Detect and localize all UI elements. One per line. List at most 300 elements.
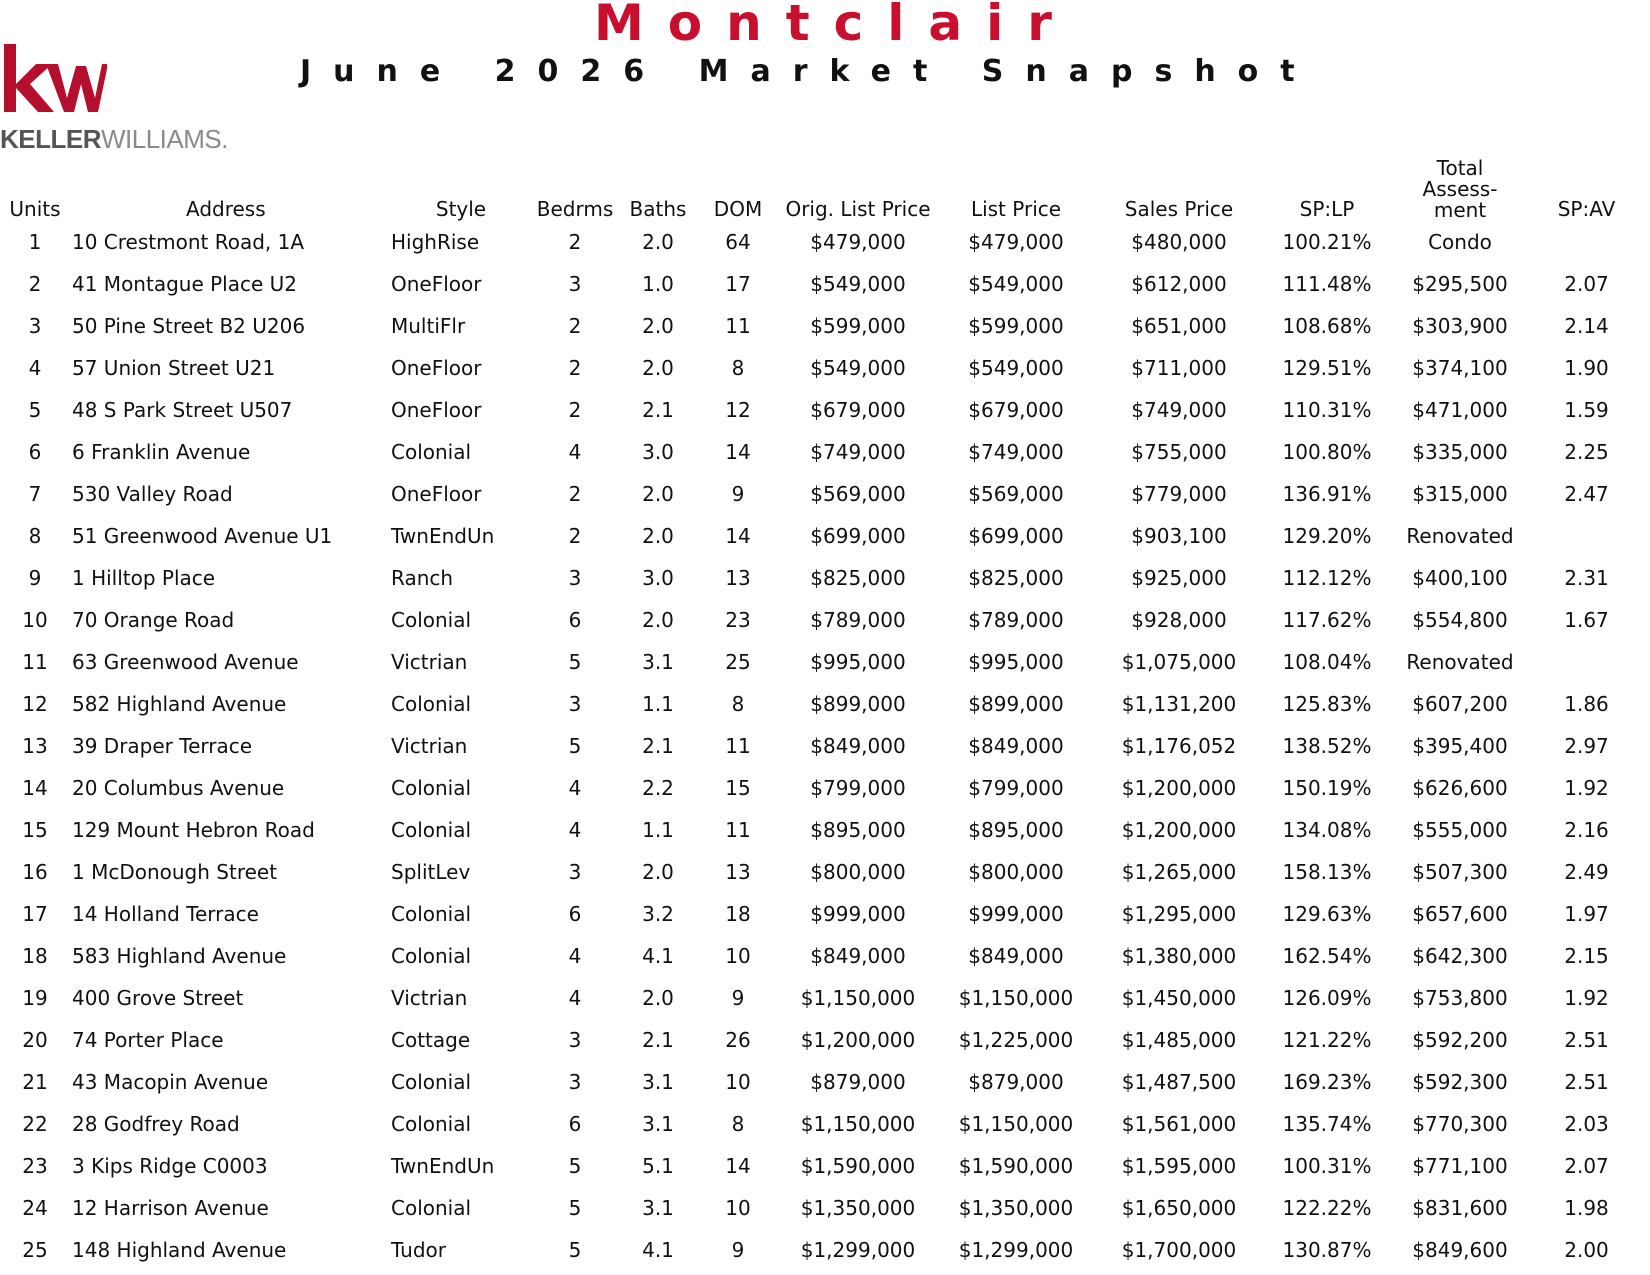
cell-sp-lp: 136.91%: [1282, 482, 1372, 506]
cell-style: HighRise: [391, 230, 480, 254]
cell-sales-price: $1,595,000: [1121, 1154, 1237, 1178]
cell-style: Colonial: [391, 902, 472, 926]
cell-units: 6: [28, 440, 42, 464]
cell-bedrms: 2: [568, 482, 582, 506]
cell-units: 21: [22, 1070, 48, 1094]
cell-dom: 11: [725, 818, 751, 842]
cell-total-assessment: $771,100: [1412, 1154, 1508, 1178]
cell-units: 17: [22, 902, 48, 926]
cell-sales-price: $651,000: [1131, 314, 1227, 338]
cell-list-price: $849,000: [968, 944, 1064, 968]
cell-bedrms: 3: [568, 1028, 582, 1052]
cell-baths: 5.1: [642, 1154, 674, 1178]
cell-list-price: $1,590,000: [958, 1154, 1074, 1178]
cell-units: 10: [22, 608, 48, 632]
cell-dom: 9: [731, 482, 745, 506]
cell-sp-lp: 125.83%: [1282, 692, 1372, 716]
keller-williams-wordmark: [0, 124, 228, 155]
column-header-style: Style: [435, 197, 487, 221]
cell-sales-price: $1,700,000: [1121, 1238, 1237, 1262]
cell-baths: 2.1: [642, 1028, 674, 1052]
cell-style: Colonial: [391, 440, 472, 464]
cell-bedrms: 3: [568, 1070, 582, 1094]
cell-total-assessment: $554,800: [1412, 608, 1508, 632]
cell-bedrms: 6: [568, 902, 582, 926]
cell-bedrms: 6: [568, 1112, 582, 1136]
cell-style: Colonial: [391, 1070, 472, 1094]
cell-list-price: $549,000: [968, 356, 1064, 380]
cell-dom: 9: [731, 1238, 745, 1262]
cell-sp-av: 2.07: [1564, 272, 1609, 296]
cell-bedrms: 2: [568, 356, 582, 380]
cell-bedrms: 3: [568, 272, 582, 296]
cell-units: 25: [22, 1238, 48, 1262]
cell-sp-lp: 169.23%: [1282, 1070, 1372, 1094]
cell-list-price: $800,000: [968, 860, 1064, 884]
cell-bedrms: 4: [568, 440, 582, 464]
cell-baths: 2.0: [642, 482, 674, 506]
cell-orig-list-price: $800,000: [810, 860, 906, 884]
cell-address: 28 Godfrey Road: [72, 1112, 240, 1136]
cell-units: 3: [28, 314, 42, 338]
table-row: [4, 1061, 1644, 1103]
cell-style: OneFloor: [391, 482, 482, 506]
cell-address: 1 McDonough Street: [72, 860, 278, 884]
column-header-dom: DOM: [713, 197, 763, 221]
cell-sp-lp: 122.22%: [1282, 1196, 1372, 1220]
cell-orig-list-price: $479,000: [810, 230, 906, 254]
cell-address: 39 Draper Terrace: [72, 734, 253, 758]
cell-total-assessment: $555,000: [1412, 818, 1508, 842]
wordmark-keller: KELLER: [0, 124, 101, 154]
cell-style: Colonial: [391, 776, 472, 800]
column-header-orig-list-price: Orig. List Price: [785, 197, 931, 221]
cell-orig-list-price: $1,150,000: [800, 1112, 916, 1136]
cell-bedrms: 5: [568, 1238, 582, 1262]
cell-baths: 3.1: [642, 1070, 674, 1094]
cell-address: 400 Grove Street: [72, 986, 244, 1010]
cell-list-price: $599,000: [968, 314, 1064, 338]
cell-sp-lp: 117.62%: [1282, 608, 1372, 632]
cell-units: 16: [22, 860, 48, 884]
cell-baths: 3.0: [642, 566, 674, 590]
cell-style: Victrian: [391, 734, 468, 758]
cell-sales-price: $711,000: [1131, 356, 1227, 380]
cell-dom: 11: [725, 734, 751, 758]
cell-dom: 8: [731, 692, 745, 716]
cell-baths: 2.0: [642, 986, 674, 1010]
kw-logo-mark: [2, 44, 107, 114]
cell-total-assessment: $849,600: [1412, 1238, 1508, 1262]
cell-total-assessment: $295,500: [1412, 272, 1508, 296]
cell-list-price: $895,000: [968, 818, 1064, 842]
cell-dom: 18: [725, 902, 751, 926]
cell-sp-av: 1.59: [1564, 398, 1609, 422]
cell-orig-list-price: $789,000: [810, 608, 906, 632]
cell-style: Victrian: [391, 650, 468, 674]
cell-address: 41 Montague Place U2: [72, 272, 297, 296]
cell-bedrms: 3: [568, 566, 582, 590]
cell-address: 148 Highland Avenue: [72, 1238, 287, 1262]
cell-list-price: $1,150,000: [958, 986, 1074, 1010]
cell-dom: 26: [725, 1028, 751, 1052]
table-row: [4, 809, 1644, 851]
cell-orig-list-price: $549,000: [810, 356, 906, 380]
column-header-address: Address: [186, 197, 266, 221]
cell-sp-av: 1.67: [1564, 608, 1609, 632]
column-header-sales-price: Sales Price: [1124, 197, 1234, 221]
cell-baths: 3.1: [642, 650, 674, 674]
cell-dom: 11: [725, 314, 751, 338]
cell-sp-lp: 100.21%: [1282, 230, 1372, 254]
cell-units: 2: [28, 272, 42, 296]
cell-sales-price: $1,176,052: [1121, 734, 1237, 758]
cell-bedrms: 2: [568, 524, 582, 548]
cell-address: 50 Pine Street B2 U206: [72, 314, 306, 338]
table-row: [4, 767, 1644, 809]
cell-style: Tudor: [391, 1238, 447, 1262]
cell-list-price: $679,000: [968, 398, 1064, 422]
cell-sales-price: $925,000: [1131, 566, 1227, 590]
cell-dom: 13: [725, 860, 751, 884]
cell-sales-price: $1,650,000: [1121, 1196, 1237, 1220]
cell-sales-price: $1,561,000: [1121, 1112, 1237, 1136]
cell-sp-av: 1.90: [1564, 356, 1609, 380]
cell-dom: 14: [725, 524, 751, 548]
cell-units: 19: [22, 986, 48, 1010]
cell-orig-list-price: $1,299,000: [800, 1238, 916, 1262]
cell-list-price: $699,000: [968, 524, 1064, 548]
cell-sp-av: 2.49: [1564, 860, 1609, 884]
cell-baths: 2.0: [642, 608, 674, 632]
cell-address: 74 Porter Place: [72, 1028, 224, 1052]
table-row: [4, 515, 1644, 557]
table-row: [4, 557, 1644, 599]
cell-bedrms: 5: [568, 1196, 582, 1220]
cell-units: 14: [22, 776, 48, 800]
cell-total-assessment: Condo: [1428, 230, 1492, 254]
cell-total-assessment: $592,300: [1412, 1070, 1508, 1094]
cell-bedrms: 6: [568, 608, 582, 632]
cell-dom: 17: [725, 272, 751, 296]
cell-bedrms: 3: [568, 860, 582, 884]
cell-style: Victrian: [391, 986, 468, 1010]
table-row: [4, 389, 1644, 431]
cell-style: TwnEndUn: [391, 1154, 495, 1178]
table-body: [4, 221, 1644, 1271]
cell-orig-list-price: $549,000: [810, 272, 906, 296]
cell-baths: 2.2: [642, 776, 674, 800]
cell-dom: 23: [725, 608, 751, 632]
cell-baths: 2.0: [642, 314, 674, 338]
wordmark-williams: WILLIAMS.: [101, 124, 228, 154]
column-header-total-assessment: Total Assess-ment: [1422, 156, 1498, 222]
cell-list-price: $999,000: [968, 902, 1064, 926]
column-header-units: Units: [9, 197, 61, 221]
cell-bedrms: 2: [568, 398, 582, 422]
cell-units: 5: [28, 398, 42, 422]
cell-sales-price: $749,000: [1131, 398, 1227, 422]
keller-williams-logo: [0, 44, 240, 154]
cell-bedrms: 4: [568, 986, 582, 1010]
cell-sp-av: 1.86: [1564, 692, 1609, 716]
cell-address: 10 Crestmont Road, 1A: [72, 230, 305, 254]
cell-sp-av: [1529, 641, 1644, 683]
cell-list-price: $479,000: [968, 230, 1064, 254]
cell-sp-av: 2.14: [1564, 314, 1609, 338]
cell-address: 12 Harrison Avenue: [72, 1196, 269, 1220]
cell-orig-list-price: $799,000: [810, 776, 906, 800]
cell-sales-price: $1,485,000: [1121, 1028, 1237, 1052]
cell-total-assessment: $770,300: [1412, 1112, 1508, 1136]
cell-total-assessment: $753,800: [1412, 986, 1508, 1010]
column-header-baths: Baths: [629, 197, 687, 221]
cell-list-price: $825,000: [968, 566, 1064, 590]
cell-sp-av: 2.31: [1564, 566, 1609, 590]
cell-dom: 15: [725, 776, 751, 800]
cell-baths: 1.1: [642, 818, 674, 842]
cell-sp-lp: 100.80%: [1282, 440, 1372, 464]
cell-orig-list-price: $879,000: [810, 1070, 906, 1094]
cell-total-assessment: $507,300: [1412, 860, 1508, 884]
cell-dom: 12: [725, 398, 751, 422]
cell-list-price: $1,150,000: [958, 1112, 1074, 1136]
cell-sp-av: 2.25: [1564, 440, 1609, 464]
cell-dom: 10: [725, 1070, 751, 1094]
cell-sp-lp: 150.19%: [1282, 776, 1372, 800]
cell-sp-av: [1529, 221, 1644, 263]
cell-list-price: $749,000: [968, 440, 1064, 464]
cell-orig-list-price: $699,000: [810, 524, 906, 548]
cell-sp-av: 2.47: [1564, 482, 1609, 506]
cell-sp-lp: 158.13%: [1282, 860, 1372, 884]
cell-total-assessment: $400,100: [1412, 566, 1508, 590]
cell-sp-av: 2.15: [1564, 944, 1609, 968]
cell-list-price: $995,000: [968, 650, 1064, 674]
cell-sp-av: 1.98: [1564, 1196, 1609, 1220]
cell-total-assessment: $626,600: [1412, 776, 1508, 800]
cell-address: 51 Greenwood Avenue U1: [72, 524, 333, 548]
cell-list-price: $899,000: [968, 692, 1064, 716]
cell-list-price: $849,000: [968, 734, 1064, 758]
table-row: [4, 473, 1644, 515]
column-header-bedrms: Bedrms: [536, 197, 614, 221]
table-row: [4, 1229, 1644, 1271]
cell-sp-av: 2.51: [1564, 1070, 1609, 1094]
table-row: [4, 893, 1644, 935]
cell-orig-list-price: $849,000: [810, 944, 906, 968]
cell-sales-price: $928,000: [1131, 608, 1227, 632]
page-subtitle: June 2026 Market Snapshot: [300, 54, 1317, 89]
cell-units: 15: [22, 818, 48, 842]
table-row: [4, 1019, 1644, 1061]
cell-total-assessment: $642,300: [1412, 944, 1508, 968]
cell-style: Colonial: [391, 944, 472, 968]
cell-sales-price: $1,265,000: [1121, 860, 1237, 884]
cell-orig-list-price: $1,590,000: [800, 1154, 916, 1178]
cell-style: Cottage: [391, 1028, 471, 1052]
cell-bedrms: 4: [568, 944, 582, 968]
cell-baths: 2.1: [642, 398, 674, 422]
cell-orig-list-price: $995,000: [810, 650, 906, 674]
cell-orig-list-price: $899,000: [810, 692, 906, 716]
cell-orig-list-price: $999,000: [810, 902, 906, 926]
cell-dom: 8: [731, 356, 745, 380]
cell-units: 11: [22, 650, 48, 674]
cell-style: Ranch: [391, 566, 454, 590]
cell-sales-price: $1,450,000: [1121, 986, 1237, 1010]
cell-orig-list-price: $569,000: [810, 482, 906, 506]
cell-bedrms: 3: [568, 692, 582, 716]
cell-sp-av: 2.00: [1564, 1238, 1609, 1262]
table-row: [4, 1187, 1644, 1229]
column-header-sp-av: SP:AV: [1557, 197, 1616, 221]
cell-baths: 4.1: [642, 1238, 674, 1262]
cell-sp-lp: 130.87%: [1282, 1238, 1372, 1262]
cell-sales-price: $1,380,000: [1121, 944, 1237, 968]
cell-style: Colonial: [391, 1112, 472, 1136]
cell-units: 24: [22, 1196, 48, 1220]
cell-sp-lp: 129.63%: [1282, 902, 1372, 926]
cell-dom: 25: [725, 650, 751, 674]
cell-baths: 3.1: [642, 1196, 674, 1220]
cell-style: TwnEndUn: [391, 524, 495, 548]
cell-baths: 2.0: [642, 860, 674, 884]
cell-address: 583 Highland Avenue: [72, 944, 287, 968]
cell-units: 18: [22, 944, 48, 968]
cell-address: 63 Greenwood Avenue: [72, 650, 299, 674]
cell-baths: 2.1: [642, 734, 674, 758]
cell-sp-lp: 129.51%: [1282, 356, 1372, 380]
table-row: [4, 431, 1644, 473]
cell-sp-av: [1529, 515, 1644, 557]
column-header-sp-lp: SP:LP: [1299, 197, 1355, 221]
cell-baths: 3.0: [642, 440, 674, 464]
cell-address: 43 Macopin Avenue: [72, 1070, 269, 1094]
cell-list-price: $549,000: [968, 272, 1064, 296]
cell-total-assessment: $395,400: [1412, 734, 1508, 758]
cell-orig-list-price: $895,000: [810, 818, 906, 842]
table-row: [4, 347, 1644, 389]
cell-sp-av: 2.97: [1564, 734, 1609, 758]
cell-bedrms: 5: [568, 650, 582, 674]
cell-total-assessment: $315,000: [1412, 482, 1508, 506]
cell-dom: 9: [731, 986, 745, 1010]
cell-sp-lp: 110.31%: [1282, 398, 1372, 422]
cell-sp-lp: 112.12%: [1282, 566, 1372, 590]
cell-sales-price: $1,075,000: [1121, 650, 1237, 674]
cell-bedrms: 5: [568, 734, 582, 758]
cell-sp-lp: 100.31%: [1282, 1154, 1372, 1178]
cell-list-price: $1,350,000: [958, 1196, 1074, 1220]
cell-total-assessment: $471,000: [1412, 398, 1508, 422]
cell-style: Colonial: [391, 608, 472, 632]
table-row: [4, 935, 1644, 977]
cell-address: 57 Union Street U21: [72, 356, 276, 380]
cell-sales-price: $755,000: [1131, 440, 1227, 464]
cell-units: 22: [22, 1112, 48, 1136]
cell-orig-list-price: $599,000: [810, 314, 906, 338]
cell-sales-price: $480,000: [1131, 230, 1227, 254]
cell-dom: 10: [725, 944, 751, 968]
cell-baths: 2.0: [642, 356, 674, 380]
cell-sp-lp: 126.09%: [1282, 986, 1372, 1010]
cell-orig-list-price: $679,000: [810, 398, 906, 422]
cell-sales-price: $1,295,000: [1121, 902, 1237, 926]
cell-address: 1 Hilltop Place: [72, 566, 216, 590]
cell-sales-price: $903,100: [1131, 524, 1227, 548]
cell-orig-list-price: $1,350,000: [800, 1196, 916, 1220]
cell-orig-list-price: $1,150,000: [800, 986, 916, 1010]
cell-list-price: $1,299,000: [958, 1238, 1074, 1262]
table-row: [4, 305, 1644, 347]
cell-sp-lp: 111.48%: [1282, 272, 1372, 296]
cell-sp-lp: 134.08%: [1282, 818, 1372, 842]
cell-address: 530 Valley Road: [72, 482, 233, 506]
cell-style: OneFloor: [391, 272, 482, 296]
cell-style: OneFloor: [391, 398, 482, 422]
cell-sales-price: $1,487,500: [1121, 1070, 1237, 1094]
cell-dom: 64: [725, 230, 751, 254]
cell-address: 6 Franklin Avenue: [72, 440, 251, 464]
cell-total-assessment: $303,900: [1412, 314, 1508, 338]
cell-style: Colonial: [391, 818, 472, 842]
table-row: [4, 1103, 1644, 1145]
table-row: [4, 851, 1644, 893]
cell-address: 70 Orange Road: [72, 608, 235, 632]
cell-sp-av: 2.16: [1564, 818, 1609, 842]
cell-sp-lp: 121.22%: [1282, 1028, 1372, 1052]
table-row: [4, 977, 1644, 1019]
cell-style: Colonial: [391, 692, 472, 716]
cell-total-assessment: $831,600: [1412, 1196, 1508, 1220]
table-row: [4, 725, 1644, 767]
cell-baths: 4.1: [642, 944, 674, 968]
cell-total-assessment: $374,100: [1412, 356, 1508, 380]
cell-list-price: $569,000: [968, 482, 1064, 506]
cell-style: Colonial: [391, 1196, 472, 1220]
cell-sp-av: 1.97: [1564, 902, 1609, 926]
cell-style: OneFloor: [391, 356, 482, 380]
cell-orig-list-price: $825,000: [810, 566, 906, 590]
cell-units: 1: [28, 230, 42, 254]
cell-units: 7: [28, 482, 42, 506]
cell-units: 4: [28, 356, 42, 380]
cell-sales-price: $1,200,000: [1121, 776, 1237, 800]
market-snapshot-table: [4, 158, 1644, 1271]
cell-address: 3 Kips Ridge C0003: [72, 1154, 268, 1178]
cell-list-price: $799,000: [968, 776, 1064, 800]
cell-baths: 3.2: [642, 902, 674, 926]
cell-style: SplitLev: [391, 860, 471, 884]
cell-sp-av: 1.92: [1564, 986, 1609, 1010]
cell-sp-av: 2.07: [1564, 1154, 1609, 1178]
cell-total-assessment: Renovated: [1406, 650, 1514, 674]
cell-dom: 14: [725, 440, 751, 464]
cell-baths: 1.0: [642, 272, 674, 296]
cell-sales-price: $1,131,200: [1121, 692, 1237, 716]
cell-sp-lp: 135.74%: [1282, 1112, 1372, 1136]
cell-list-price: $879,000: [968, 1070, 1064, 1094]
table-header-row: [4, 158, 1644, 221]
cell-sp-lp: 108.04%: [1282, 650, 1372, 674]
cell-sp-av: 2.51: [1564, 1028, 1609, 1052]
cell-address: 129 Mount Hebron Road: [72, 818, 315, 842]
cell-bedrms: 2: [568, 314, 582, 338]
cell-total-assessment: $607,200: [1412, 692, 1508, 716]
cell-bedrms: 5: [568, 1154, 582, 1178]
cell-total-assessment: $335,000: [1412, 440, 1508, 464]
